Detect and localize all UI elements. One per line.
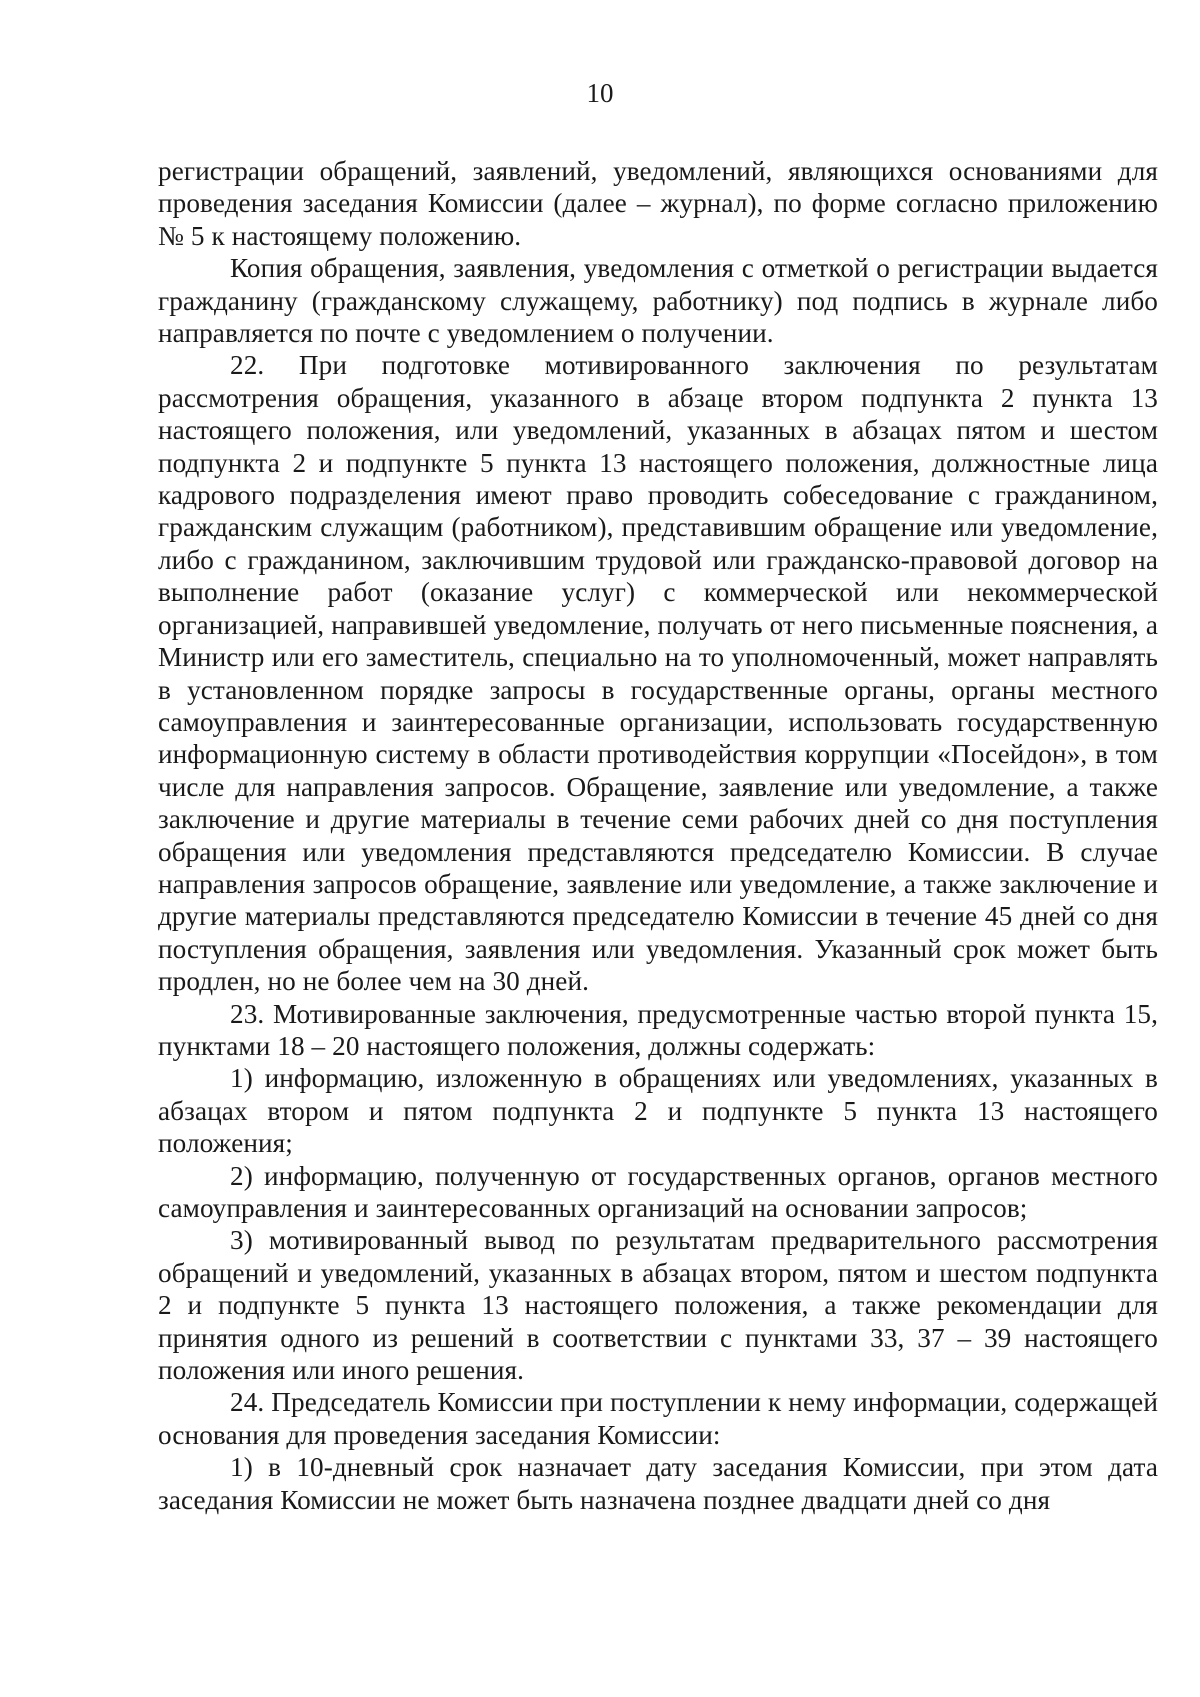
document-body: [158, 155, 1158, 1516]
paragraph-clause-24: 24. Председатель Комиссии при поступлении к нему информации, содержащей основания для проведения заседания Комиссии:: [158, 1387, 1158, 1450]
paragraph-clause-23-item-3: 3) мотивированный вывод по результатам предварительного рассмотрения обращений и уведомлений, указанных в абзацах втором, пятом и шестом подпункта 2 и подпункте 5 пункта 13 настоящего положения, а также рекомендации для принятия одного из решений в соответствии с пунктами 33, 37 – 39 настоящего положения или иного решения.: [158, 1225, 1158, 1386]
paragraph-copy-issued: Копия обращения, заявления, уведомления с отметкой о регистрации выдается гражданину (гражданскому служащему, работнику) под подпись в журнале либо направляется по почте с уведомлением о получении.: [158, 253, 1158, 349]
paragraph-clause-23: 23. Мотивированные заключения, предусмотренные частью второй пункта 15, пунктами 18 – 20 настоящего положения, должны содержать:: [158, 998, 1158, 1061]
paragraph-journal-registration: регистрации обращений, заявлений, уведомлений, являющихся основаниями для проведения заседания Комиссии (далее – журнал), по форме согласно приложению № 5 к настоящему положению.: [158, 156, 1158, 251]
paragraph-clause-23-item-1: 1) информацию, изложенную в обращениях или уведомлениях, указанных в абзацах втором и пятом подпункта 2 и подпункте 5 пункта 13 настоящего положения;: [158, 1063, 1158, 1159]
paragraph-clause-22: 22. При подготовке мотивированного заключения по результатам рассмотрения обращения, указанного в абзаце втором подпункта 2 пункта 13 настоящего положения, или уведомлений, указанных в абзацах пятом и шестом подпункта 2 и подпункте 5 пункта 13 настоящего положения, должностные лица кадрового подразделения имеют право проводить собеседование с гражданином, гражданским служащим (работником), представившим обращение или уведомление, либо с гражданином, заключившим трудовой или гражданско-правовой договор на выполнение работ (оказание услуг) с коммерческой или некоммерческой организацией, направившей уведомление, получать от него письменные пояснения, а Министр или его заместитель, специально на то уполномоченный, может направлять в установленном порядке запросы в государственные органы, органы местного самоуправления и заинтересованные организации, использовать государственную информационную систему в области противодействия коррупции «Посейдон», в том числе для направления запросов. Обращение, заявление или уведомление, а также заключение и другие материалы в течение семи рабочих дней со дня поступления обращения или уведомления представляются председателю Комиссии. В случае направления запросов обращение, заявление или уведомление, а также заключение и другие материалы представляются председателю Комиссии в течение 45 дней со дня поступления обращения, заявления или уведомления. Указанный срок может быть продлен, но не более чем на 30 дней.: [158, 350, 1158, 997]
paragraph-clause-24-item-1: 1) в 10-дневный срок назначает дату заседания Комиссии, при этом дата заседания Комиссии не может быть назначена позднее двадцати дней со дня: [158, 1452, 1158, 1515]
page-number: 10: [586, 78, 614, 108]
paragraph-clause-23-item-2: 2) информацию, полученную от государственных органов, органов местного самоуправления и заинтересованных организаций на основании запросов;: [158, 1160, 1158, 1223]
